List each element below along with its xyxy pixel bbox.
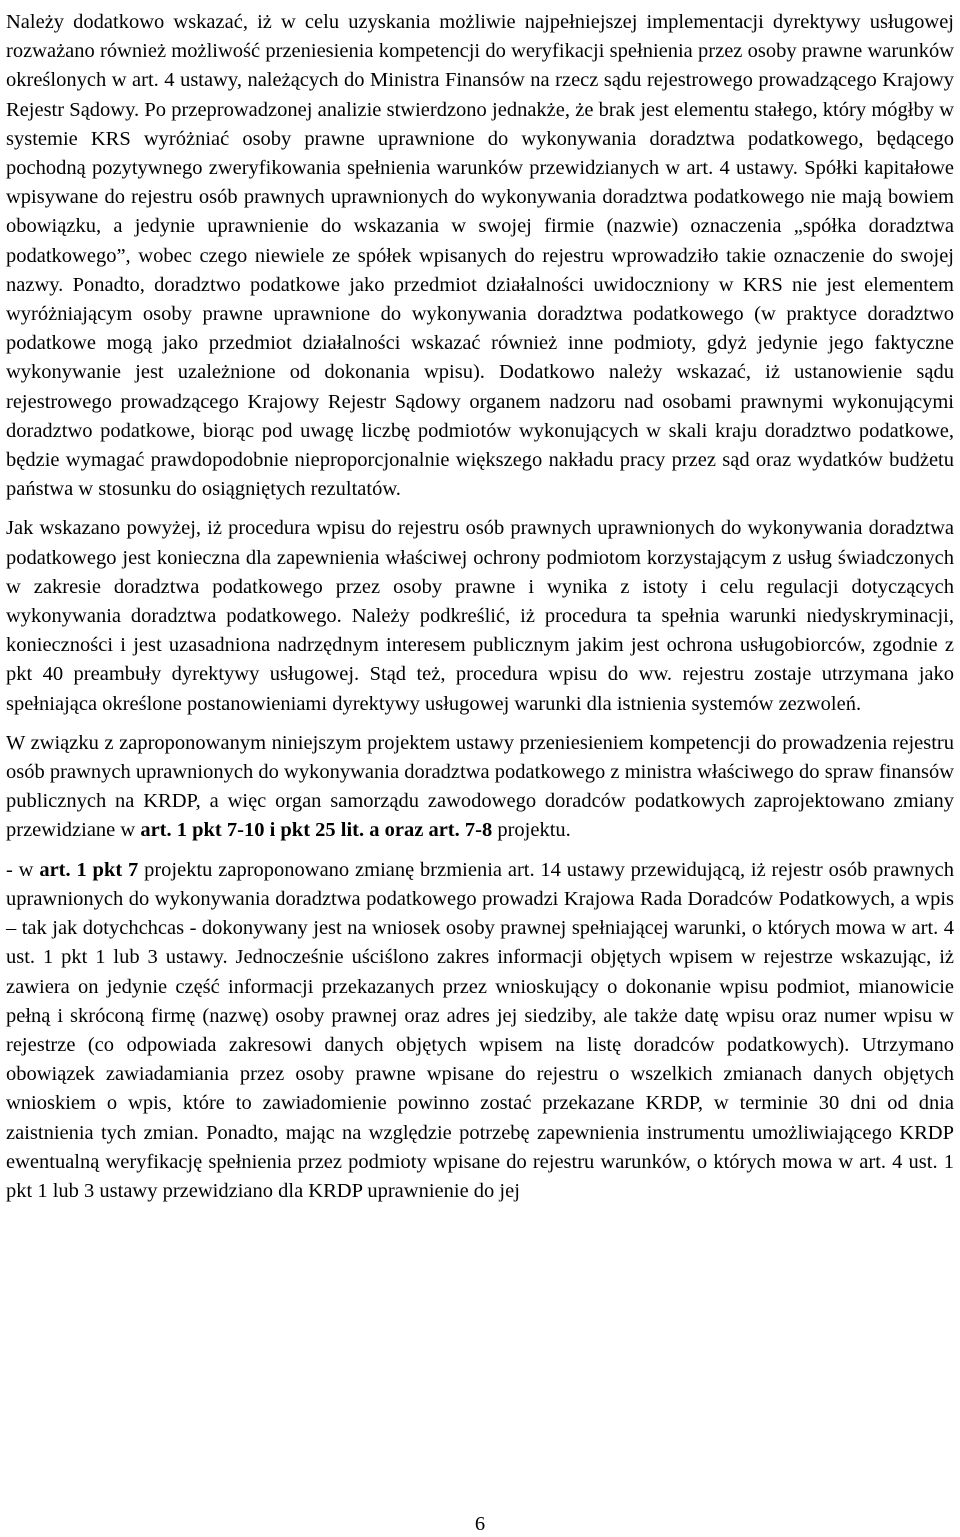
paragraph-text-after: projektu zaproponowano zmianę brzmienia art. 14 ustawy przewidującą, iż rejestr osób prawnych uprawnionych do wykonywania doradztwa podatkowego prowadzi Krajowa Rada Doradców Podatkowych, a wpis – tak jak dotychchcas - dokonywany jest na wniosek osoby prawnej spełniającej warunki, o których mowa w art. 4 ust. 1 pkt 1 lub 3 ustawy. Jednocześnie uściślono zakres informacji objętych wpisem w rejestrze wskazując, iż zawiera on jedynie część informacji przekazanych przez wnioskujący o dokonanie wpisu podmiot, mianowicie pełną i skróconą firmę (nazwę) osoby prawnej oraz adres jej siedziby, ale także datę wpisu oraz numer wpisu w rejestrze (co odpowiada zakresowi danych objętych wpisem na listę doradców podatkowych). Utrzymano obowiązek zawiadamiania przez osoby prawne wpisane do rejestru o wszelkich zmianach danych objętych wnioskiem o wpis, które to zawiadomienie powinno zostać przekazane KRDP, w terminie 30 dni od dnia zaistnienia tych zmian. Ponadto, mając na względzie potrzebę zapewnienia instrumentu umożliwiającego KRDP ewentualną weryfikację spełnienia przez podmioty wpisane do rejestru warunków, o których mowa w art. 4 ust. 1 pkt 1 lub 3 ustawy przewidziano dla KRDP uprawnienie do jej <box>6 858 954 1202</box>
paragraph-art-1-pkt-7 <box>6 856 954 1206</box>
paragraph-text-before: - w <box>6 858 40 881</box>
paragraph-text-after: projektu. <box>492 819 571 842</box>
paragraph-procedure: Jak wskazano powyżej, iż procedura wpisu do rejestru osób prawnych uprawnionych do wykonywania doradztwa podatkowego jest konieczna dla zapewnienia właściwej ochrony podmiotom korzystającym z usług świadczonych w zakresie doradztwa podatkowego przez osoby prawne i wynika z istoty i celu regulacji dotyczących wykonywania doradztwa podatkowego. Należy podkreślić, iż procedura ta spełnia warunki niedyskryminacji, konieczności i jest uzasadniona nadrzędnym interesem publicznym jakim jest ochrona usługobiorców, zgodnie z pkt 40 preambuły dyrektywy usługowej. Stąd też, procedura wpisu do ww. rejestru zostaje utrzymana jako spełniająca określone postanowieniami dyrektywy usługowej warunki dla istnienia systemów zezwoleń. <box>6 517 954 715</box>
article-reference: art. 1 pkt 7-10 i pkt 25 lit. a oraz art. 7-8 <box>140 819 493 842</box>
paragraph-competence-transfer <box>6 729 954 846</box>
page-number: 6 <box>474 1513 486 1535</box>
paragraph-implementation: Należy dodatkowo wskazać, iż w celu uzyskania możliwie najpełniejszej implementacji dyrektywy usługowej rozważano również możliwość przeniesienia kompetencji do weryfikacji spełnienia przez osoby prawne warunków określonych w art. 4 ustawy, należących do Ministra Finansów na rzecz sądu rejestrowego prowadzącego Krajowy Rejestr Sądowy. Po przeprowadzonej analizie stwierdzono jednakże, że brak jest elementu stałego, który mógłby w systemie KRS wyróżniać osoby prawne uprawnione do wykonywania doradztwa podatkowego, będącego pochodną pozytywnego zweryfikowania spełnienia warunków przewidzianych w art. 4 ustawy. Spółki kapitałowe wpisywane do rejestru osób prawnych uprawnionych do wykonywania doradztwa podatkowego nie mają bowiem obowiązku, a jedynie uprawnienie do wskazania w swojej firmie (nazwie) oznaczenia „spółka doradztwa podatkowego”, wobec czego niewiele ze spółek wpisanych do rejestru wprowadziło takie oznaczenie do swojej nazwy. Ponadto, doradztwo podatkowe jako przedmiot działalności uwidoczniony w KRS nie jest elementem wyróżniającym osoby prawne uprawnione do wykonywania doradztwa podatkowego (w praktyce doradztwo podatkowe mogą jako przedmiot działalności wskazać również inne podmioty, gdyż jedynie jego faktyczne wykonywanie jest uzależnione od dokonania wpisu). Dodatkowo należy wskazać, iż ustanowienie sądu rejestrowego prowadzącego Krajowy Rejestr Sądowy organem nadzoru nad osobami prawnymi wykonującymi doradztwo podatkowe, biorąc pod uwagę liczbę podmiotów wykonujących w skali kraju doradztwo podatkowe, będzie wymagać prawdopodobnie nieproporcjonalnie większego nakładu pracy przez sąd oraz wydatków budżetu państwa w stosunku do osiągniętych rezultatów. <box>6 11 954 501</box>
document-page <box>6 0 954 1206</box>
article-reference: art. 1 pkt 7 <box>39 858 139 881</box>
paragraph-text-before: W związku z zaproponowanym niniejszym projektem ustawy przeniesieniem kompetencji do prowadzenia rejestru osób prawnych uprawnionych do wykonywania doradztwa podatkowego z ministra właściwego do spraw finansów publicznych na KRDP, a więc organ samorządu zawodowego doradców podatkowych zaprojektowano zmiany przewidziane w <box>6 731 954 842</box>
